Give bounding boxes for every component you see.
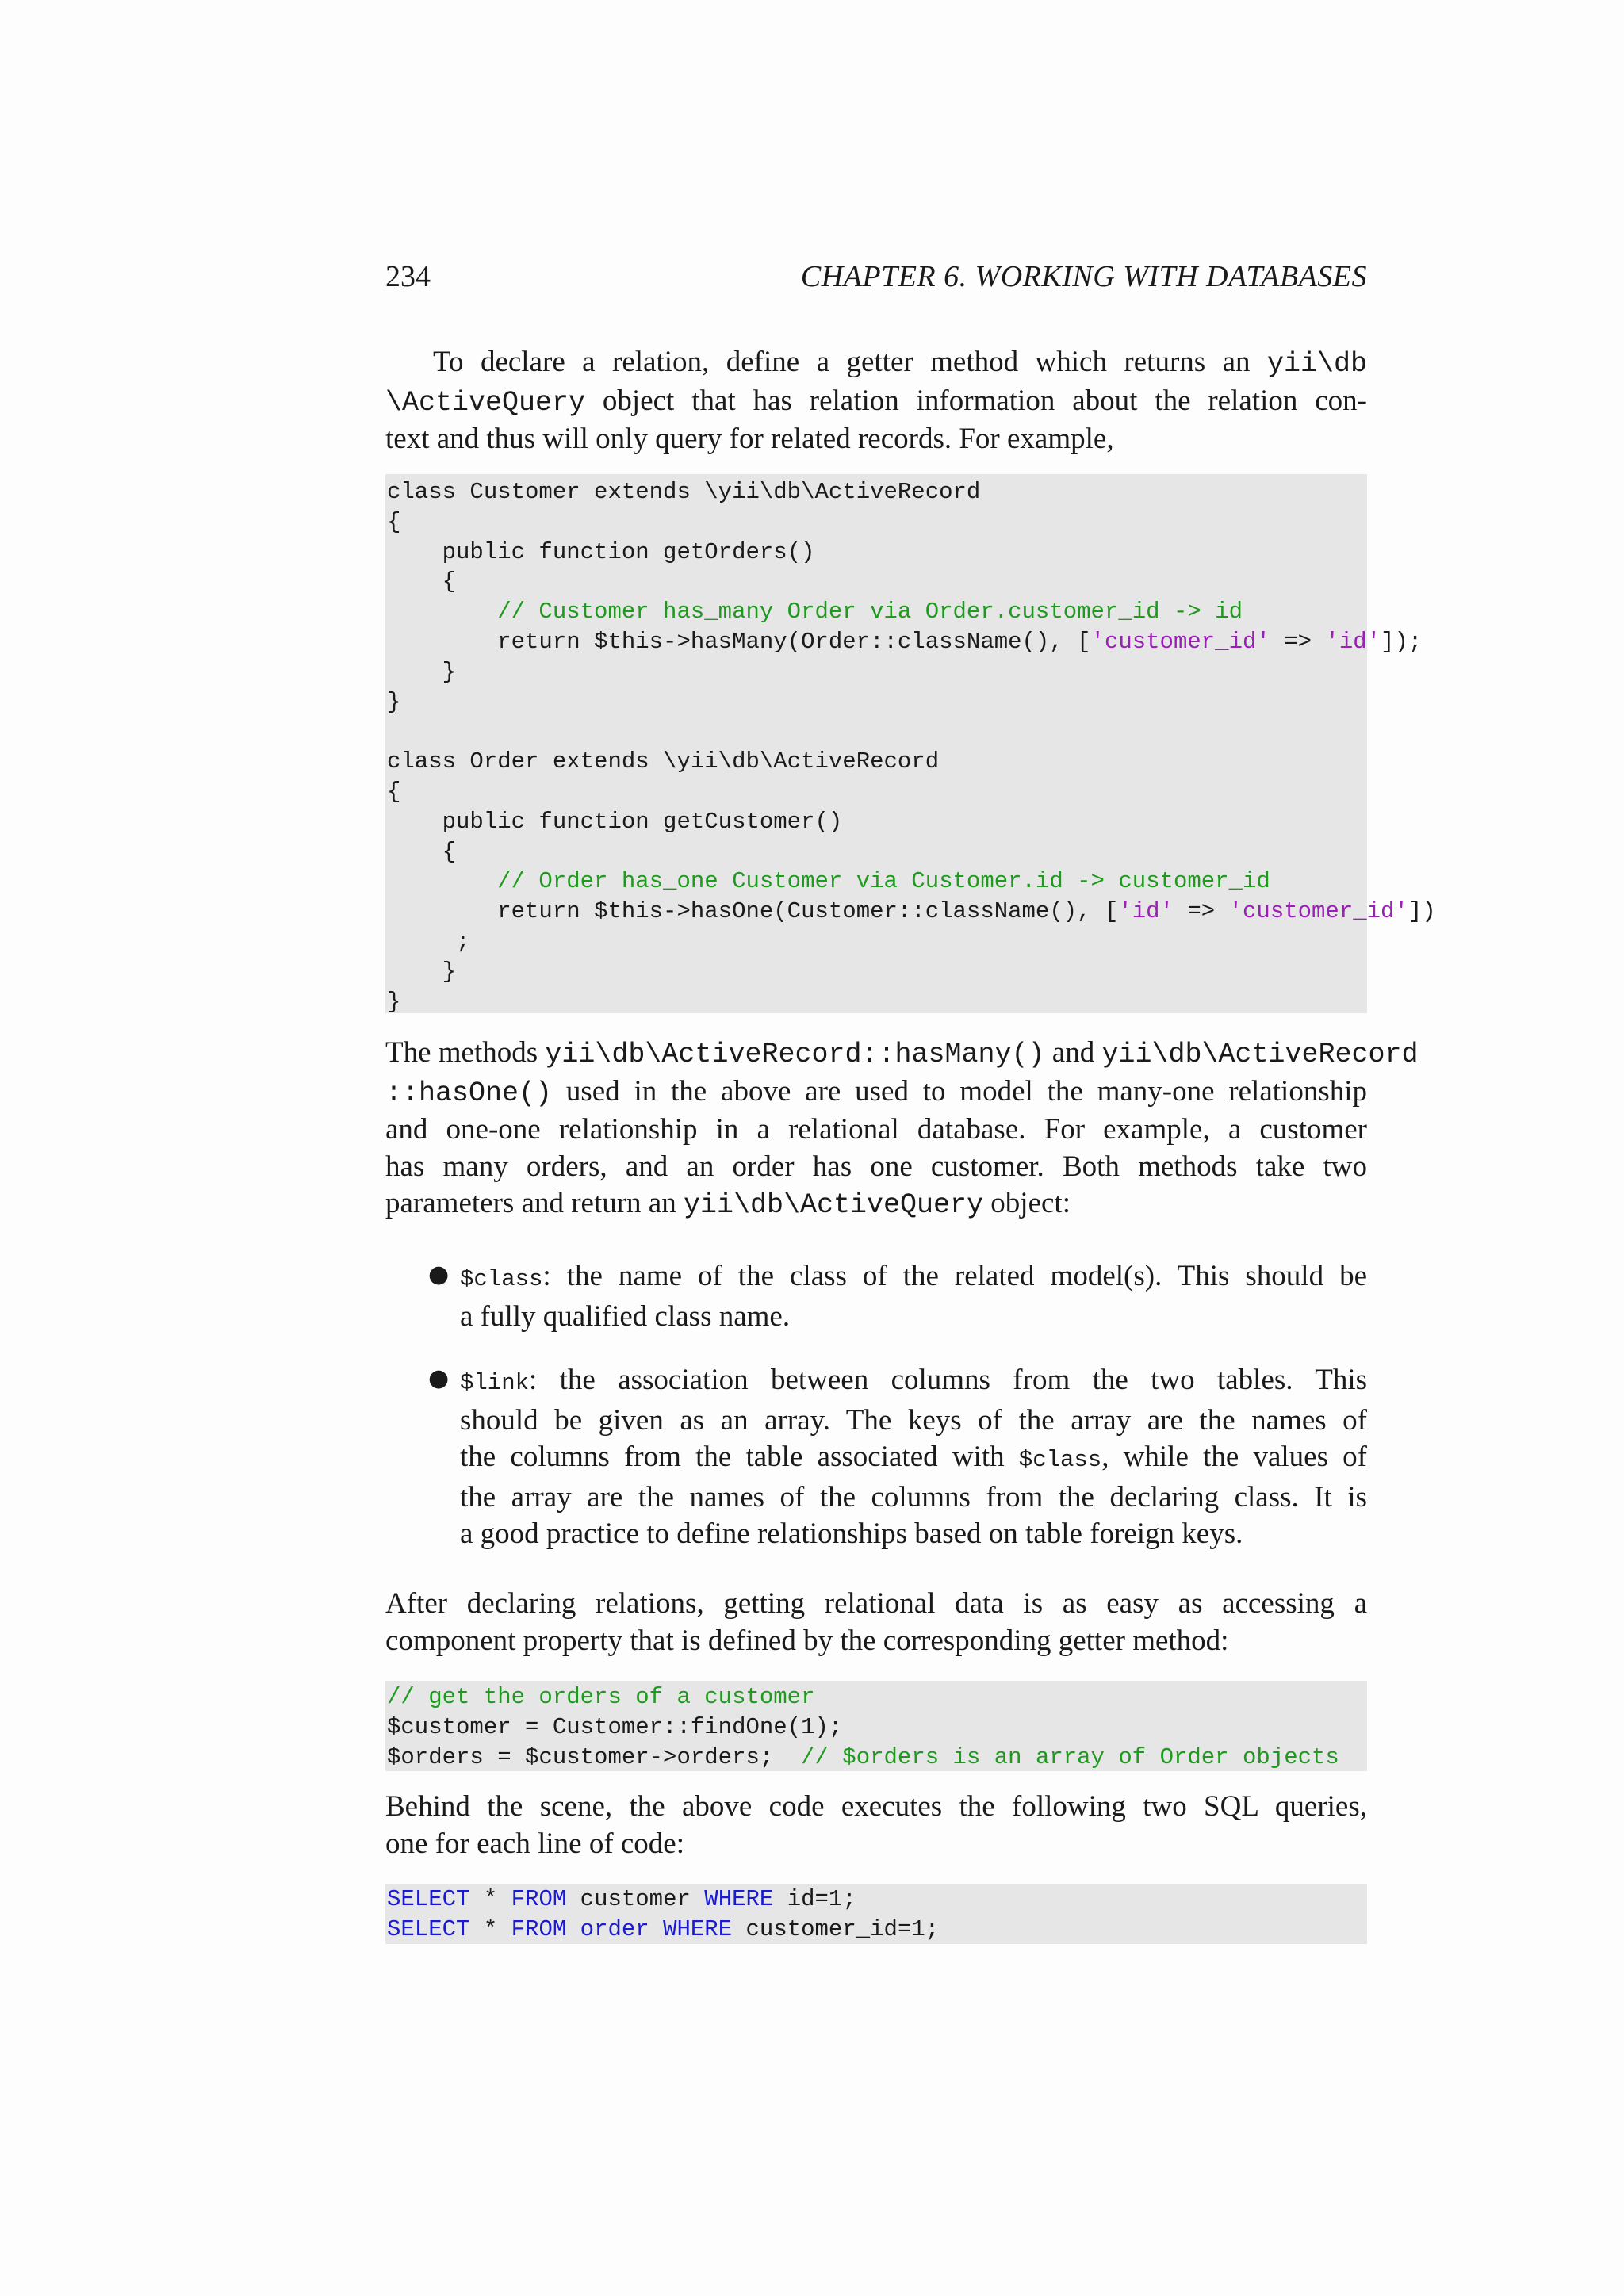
code-comment: // get the orders of a customer <box>387 1684 815 1710</box>
code-line: return $this->hasMany(Order::className(), ['customer_id' => 'id']); <box>387 628 1423 655</box>
code-line: } <box>387 688 401 715</box>
code-line: } <box>387 658 457 685</box>
code-line: public function getCustomer() <box>387 808 843 835</box>
sql-keyword: order <box>580 1915 649 1942</box>
sql-keyword: SELECT <box>387 1915 470 1942</box>
text-line: one for each line of code: <box>385 1827 685 1860</box>
running-header <box>385 259 1367 299</box>
text-line: Behind the scene, the above code executes the following two SQL queries, <box>385 1790 1367 1823</box>
getting-data-paragraph <box>385 1586 1367 1659</box>
text-line: the array are the names of the columns from the declaring class. It is <box>460 1480 1367 1513</box>
text-line: $class: the name of the class of the related model(s). This should be <box>460 1260 1367 1292</box>
text-line: $link: the association between columns from the two tables. This <box>460 1364 1367 1396</box>
code-line: $orders = $customer->orders; // $orders is an array of Order objects <box>387 1743 1339 1770</box>
text-line: text and thus will only query for related records. For example, <box>385 423 1114 455</box>
code-block-usage <box>385 1681 1367 1771</box>
code-line: SELECT * FROM customer WHERE id=1; <box>387 1886 856 1912</box>
code-block-relations <box>385 474 1436 1015</box>
text-line: After declaring relations, getting relational data is as easy as accessing a <box>385 1587 1367 1620</box>
text-line: \ActiveQuery object that has relation information about the relation con- <box>385 384 1367 419</box>
code-line: class Order extends \yii\db\ActiveRecord <box>387 748 940 775</box>
behind-scene-paragraph <box>385 1789 1367 1862</box>
page-number: 234 <box>385 260 431 293</box>
bullet-icon: ● <box>428 1364 450 1392</box>
code-line: ; <box>387 928 470 955</box>
code-string: 'id' <box>1118 898 1174 925</box>
inline-code: yii\db\ActiveRecord::hasMany() <box>545 1039 1045 1070</box>
text-line: To declare a relation, define a getter method which returns an yii\db <box>433 346 1367 380</box>
inline-code: yii\db <box>1266 348 1367 380</box>
inline-code: \ActiveQuery <box>385 386 586 419</box>
text-line: the columns from the table associated with $class, while the values of <box>460 1441 1367 1473</box>
text-line: component property that is defined by the corresponding getter method: <box>385 1624 1229 1657</box>
list-item-link <box>460 1362 1367 1553</box>
text-line: has many orders, and an order has one customer. Both methods take two <box>385 1150 1367 1183</box>
code-block-sql <box>385 1884 1367 1944</box>
text-line: ::hasOne() used in the above are used to model the many-one relationship <box>385 1074 1367 1109</box>
sql-keyword: WHERE <box>663 1915 733 1942</box>
inline-code: $class <box>460 1266 543 1292</box>
code-line: public function getOrders() <box>387 538 815 565</box>
code-comment: // $orders is an array of Order objects <box>801 1743 1339 1770</box>
code-comment: // Order has_one Customer via Customer.id -> customer_id <box>387 868 1270 895</box>
code-line: } <box>387 988 401 1015</box>
inline-code: yii\db\ActiveRecord <box>1101 1039 1419 1070</box>
sql-keyword: FROM <box>511 1915 567 1942</box>
code-line: { <box>387 508 401 535</box>
code-line: { <box>387 568 457 595</box>
code-string: 'customer_id' <box>1090 628 1270 655</box>
code-string: 'customer_id' <box>1228 898 1408 925</box>
methods-paragraph <box>385 1035 1419 1224</box>
code-comment: // Customer has_many Order via Order.customer_id -> id <box>387 599 1243 626</box>
bullet-icon: ● <box>428 1261 450 1288</box>
text-line: parameters and return an yii\db\ActiveQuery object: <box>385 1187 1071 1221</box>
sql-keyword: WHERE <box>704 1886 774 1912</box>
inline-code: yii\db\ActiveQuery <box>683 1189 984 1221</box>
inline-code: $class <box>1018 1447 1102 1473</box>
text-line: The methods yii\db\ActiveRecord::hasMany() and yii\db\ActiveRecord <box>385 1036 1419 1070</box>
text-line: a good practice to define relationships based on table foreign keys. <box>460 1517 1243 1550</box>
intro-paragraph <box>385 344 1367 458</box>
text-line: a fully qualified class name. <box>460 1299 791 1333</box>
sql-keyword: SELECT <box>387 1886 470 1912</box>
text-line: should be given as an array. The keys of the array are the names of <box>460 1403 1367 1437</box>
code-line: class Customer extends \yii\db\ActiveRecord <box>387 479 981 505</box>
text-line: and one-one relationship in a relational database. For example, a customer <box>385 1113 1367 1146</box>
code-line: $customer = Customer::findOne(1); <box>387 1713 843 1740</box>
code-line: { <box>387 838 457 865</box>
list-item-class <box>460 1258 1367 1335</box>
code-line: return $this->hasOne(Customer::className(), ['id' => 'customer_id']) <box>387 898 1436 925</box>
code-line: } <box>387 958 457 985</box>
chapter-title: CHAPTER 6. WORKING WITH DATABASES <box>800 260 1367 293</box>
code-line: SELECT * FROM order WHERE customer_id=1; <box>387 1915 940 1942</box>
code-line: { <box>387 778 401 805</box>
sql-keyword: FROM <box>511 1886 567 1912</box>
code-string: 'id' <box>1325 628 1381 655</box>
inline-code: $link <box>460 1370 530 1396</box>
inline-code: ::hasOne() <box>385 1077 553 1109</box>
code-line <box>387 717 1367 747</box>
